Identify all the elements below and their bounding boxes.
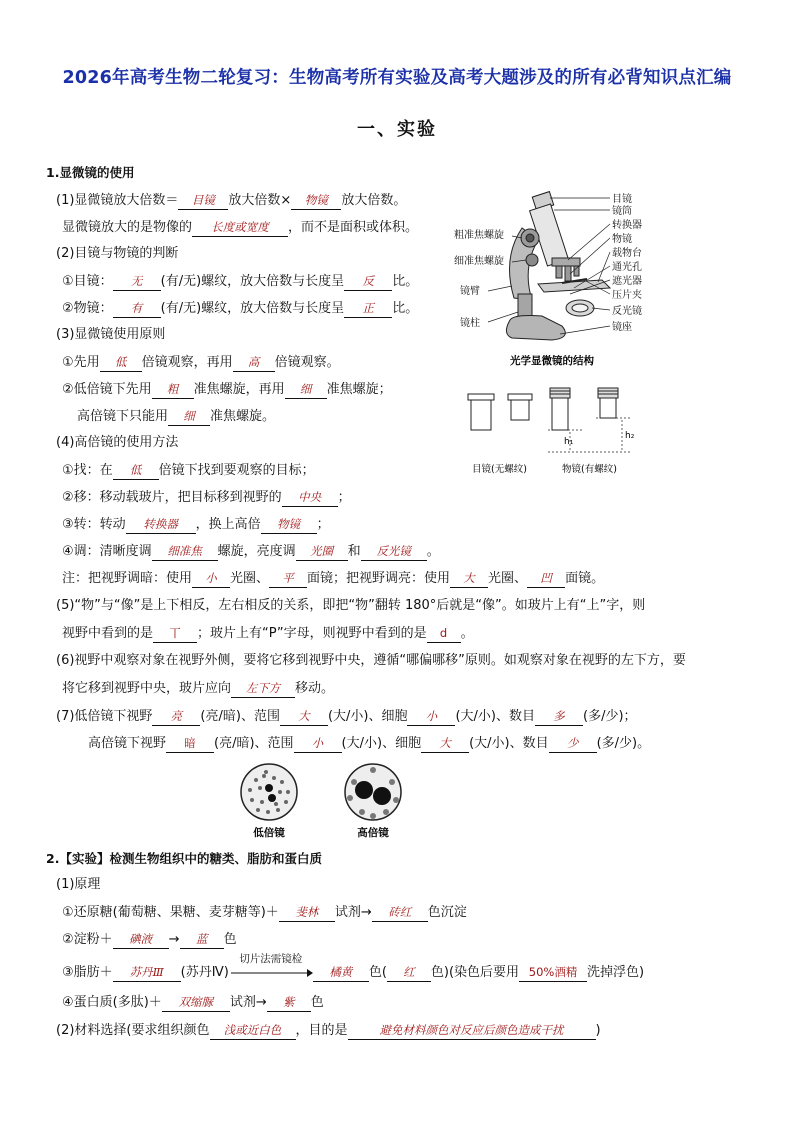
s2-line-6 [56,1021,601,1040]
text: 移动。 [295,681,335,696]
text: 螺旋，亮度调 [217,544,296,559]
text: ，而不是面积或体积。 [288,220,419,235]
text: 倍镜观察，再用 [141,355,233,370]
microscope-drawing [506,192,610,340]
text: 洗掉浮色) [587,965,645,980]
text: 色沉淀 [427,905,467,920]
text: ③脂肪＋ [62,965,113,980]
answer: 丅 [153,624,197,643]
text: 比。 [392,301,419,316]
answer: 长度或宽度 [192,218,288,237]
s1-line-4 [62,272,418,291]
answer: 反 [344,272,392,291]
s2-line-4 [62,953,645,982]
answer: 中央 [282,488,338,507]
answer: 浅或近白色 [210,1021,296,1040]
text: ； [316,517,330,532]
answer: 有 [113,299,161,318]
text: 将它移到视野中央，玻片应向 [62,681,232,696]
answer: 平 [269,569,307,588]
answer: 正 [344,299,392,318]
text: (大/小)、数目 [455,709,536,724]
answer: 50%酒精 [519,963,587,982]
text: → [168,932,180,947]
label-fine-knob: 细准焦螺旋 [454,256,504,267]
s1-line-3: (2)目镜与物镜的判断 [56,246,179,261]
s1-line-8 [62,380,392,399]
label-base: 镜座 [612,322,632,333]
text: ，换上高倍 [195,517,261,532]
label-pillar: 镜柱 [460,318,480,329]
text: (大/小)、细胞 [341,736,422,751]
text: (有/无)螺纹，放大倍数与长度呈 [160,274,345,289]
answer: 物镜 [291,191,341,210]
answer: 细 [285,380,327,399]
answer: 低 [100,353,142,372]
text: ②物镜： [62,301,113,316]
text: ④调：清晰度调 [62,544,152,559]
text: 。 [460,626,474,641]
answer: 大 [421,734,469,753]
s1-line-19 [62,679,334,698]
eyepiece-icons [468,394,532,430]
text: ④蛋白质(多肽)＋ [62,995,162,1010]
s1-line-11 [62,461,315,480]
label-h1: h₁ [564,437,574,447]
text: 面镜；把视野调亮：使用 [307,571,451,586]
text: ，目的是 [295,1023,348,1038]
text: ①还原糖(葡萄糖、果糖、麦芽糖等)＋ [62,905,279,920]
low-mag-caption: 低倍镜 [253,827,285,839]
label-tube: 镜筒 [612,206,632,217]
text: 准焦螺旋，再用 [193,382,285,397]
text: ；玻片上有“P”字母，则视野中看到的是 [197,626,427,641]
section-heading: 一、实验 [357,119,437,140]
answer: 苏丹Ⅲ [113,963,181,982]
text: 色 [223,932,237,947]
section-1-title: 1.显微镜的使用 [46,165,135,180]
text: 试剂→ [229,995,267,1010]
text: ②淀粉＋ [62,932,113,947]
s1-line-6: (3)显微镜使用原则 [56,327,166,342]
text: (1)显微镜放大倍数＝ [56,193,179,208]
label-eyepiece: 目镜 [612,194,632,205]
text: 比。 [392,274,419,289]
s2-line-5 [62,993,324,1012]
s1-line-16: (5)“物”与“像”是上下相反，左右相反的关系，即把“物”翻转 180°后就是“像”。如玻片上有“上”字，则 [56,598,646,613]
text: 准焦螺旋； [326,382,392,397]
text: ②低倍镜下先用 [62,382,152,397]
text: ①找：在 [62,463,113,478]
text: 和 [347,544,361,559]
answer: 多 [535,707,583,726]
answer: 大 [450,569,488,588]
label-clip: 压片夹 [612,290,642,301]
answer: 大 [280,707,328,726]
answer: 光圈 [296,542,348,561]
text: 色)(染色后要用 [430,965,520,980]
text: (大/小)、细胞 [327,709,408,724]
answer: 低 [113,461,159,480]
s1-line-10: (4)高倍镜的使用方法 [56,435,179,450]
label-coarse-knob: 粗准焦螺旋 [454,230,504,241]
s1-line-1 [56,191,406,210]
answer: 砖红 [372,903,428,922]
text: 。 [426,544,440,559]
answer: d [427,624,461,643]
s1-line-2 [62,218,418,237]
answer: 亮 [152,707,200,726]
text: 光圈、 [230,571,270,586]
text: (苏丹Ⅳ) [180,965,229,980]
s1-line-18: (6)视野中观察对象在视野外侧，要将它移到视野中央，遵循“哪偏哪移”原则。如观察对象在视野的左下方，要 [56,653,686,668]
answer: 目镜 [178,191,228,210]
left-labels [454,228,504,329]
answer: 橘黄 [313,963,369,982]
text: (7)低倍镜下视野 [56,709,153,724]
arrow-note: 切片法需镜检 [239,953,303,965]
label-arm: 镜臂 [460,286,480,297]
text: 高倍镜下视野 [88,736,167,751]
answer: 碘液 [113,930,169,949]
low-mag-target [265,784,273,792]
answer: 粗 [152,380,194,399]
answer: 无 [113,272,161,291]
answer: 紫 [267,993,311,1012]
answer: 物镜 [261,515,317,534]
text: 准焦螺旋。 [210,409,276,424]
arrow-with-note [229,953,313,982]
text: (有/无)螺纹，放大倍数与长度呈 [160,301,345,316]
answer: 转换器 [126,515,196,534]
label-diaphragm: 遮光器 [612,276,642,287]
high-mag-target [355,781,373,799]
answer: 反光镜 [361,542,427,561]
s1-line-9 [77,407,275,426]
label-stage: 载物台 [612,248,642,259]
text: 面镜。 [565,571,605,586]
text: 显微镜放大的是物像的 [62,220,193,235]
text: (亮/暗)、范围 [200,709,280,724]
s1-line-13 [62,515,330,534]
text: (多/少)； [583,709,637,724]
low-mag-target [268,794,276,802]
s1-line-14 [62,542,440,561]
s1-line-7 [62,353,340,372]
high-mag-target [373,787,391,805]
answer: 双缩脲 [162,993,230,1012]
arrow-icon [229,968,313,978]
answer: 高 [233,353,275,372]
s1-line-17 [62,624,474,643]
microscope-figure [452,188,652,478]
text: 色( [368,965,387,980]
text: ②移：移动载玻片，把目标移到视野的 [62,490,282,505]
text: 光圈、 [488,571,528,586]
text: 倍镜下找到要观察的目标； [158,463,315,478]
section-2-title: 2.【实验】检测生物组织中的糖类、脂肪和蛋白质 [46,851,322,866]
text: 放大倍数。 [341,193,407,208]
s1-line-21 [88,734,650,753]
answer: 小 [192,569,230,588]
answer: 小 [294,734,342,753]
text: 注：把视野调暗：使用 [62,571,193,586]
text: (亮/暗)、范围 [214,736,294,751]
answer: 斐林 [279,903,335,922]
text: ) [595,1023,601,1038]
text: ③转：转动 [62,517,126,532]
s1-line-5 [62,299,418,318]
label-h2: h₂ [625,431,635,441]
text: 倍镜观察。 [274,355,340,370]
microscope-caption: 光学显微镜的结构 [510,355,594,367]
field-view-figure [236,762,416,840]
answer: 凹 [527,569,565,588]
document-title: 2026年高考生物二轮复习：生物高考所有实验及高考大题涉及的所有必背知识点汇编 [62,68,732,88]
label-mirror: 反光镜 [612,306,642,317]
text: 放大倍数× [228,193,292,208]
label-eyepiece-type: 目镜(无螺纹) [472,464,527,475]
answer: 细准焦 [152,542,218,561]
text: (2)材料选择(要求组织颜色 [56,1023,210,1038]
text: 色 [310,995,324,1010]
s2-line-3 [62,930,237,949]
answer: 红 [387,963,431,982]
s1-line-15 [62,569,604,588]
s1-line-12 [62,488,351,507]
right-labels [612,192,642,333]
objective-icons [550,388,618,430]
answer: 避免材料颜色对反应后颜色造成干扰 [348,1021,596,1040]
s2-line-2 [62,903,467,922]
answer: 蓝 [180,930,224,949]
text: (大/小)、数目 [469,736,549,751]
answer: 小 [407,707,455,726]
label-objective: 物镜 [612,234,632,245]
text: 视野中看到的是 [62,626,154,641]
answer: 左下方 [231,679,295,698]
s2-line-1: (1)原理 [56,877,101,892]
text: ①先用 [62,355,100,370]
text: ①目镜： [62,274,113,289]
text: 高倍镜下只能用 [77,409,169,424]
answer: 少 [549,734,597,753]
s1-line-20 [56,707,637,726]
high-mag-caption: 高倍镜 [357,827,389,839]
label-objective-type: 物镜(有螺纹) [562,464,617,475]
label-nosepiece: 转换器 [612,220,642,231]
answer: 细 [168,407,210,426]
label-stage-hole: 通光孔 [612,262,642,273]
text: (多/少)。 [596,736,651,751]
text: ； [337,490,351,505]
text: 试剂→ [334,905,372,920]
answer: 暗 [166,734,214,753]
